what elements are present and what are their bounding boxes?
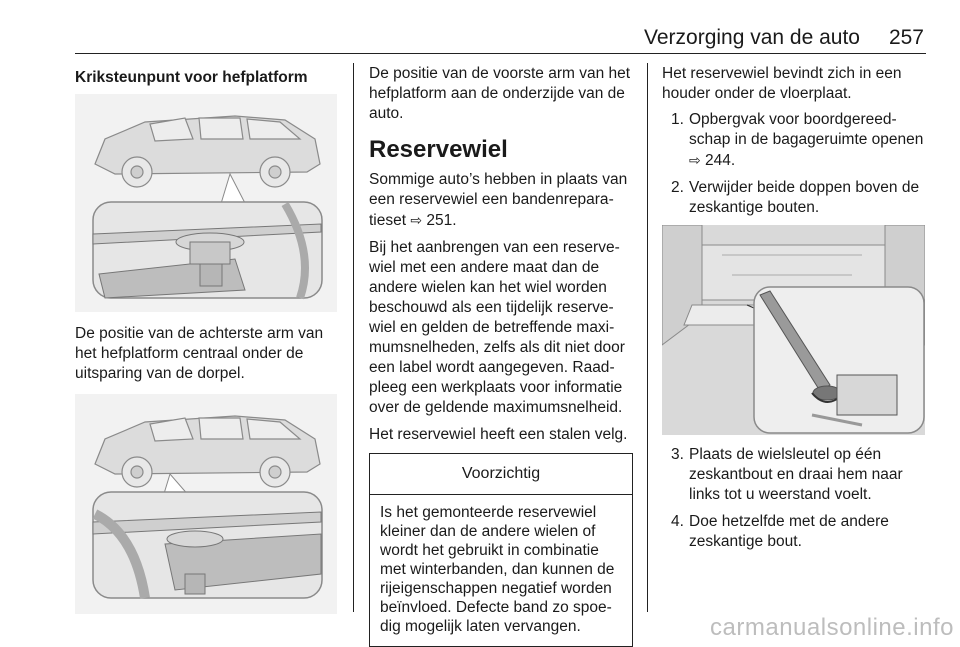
column-divider-2 — [647, 63, 648, 612]
steel-rim-paragraph: Het reservewiel heeft een stalen velg. — [369, 426, 628, 443]
caution-body: Is het gemonteerde reservewiel kleiner dan de andere wielen of wordt het gebruikt in combinatie met winterbanden, dan kunnen de rijeigenschappen negatief worden beïnvloed. Defecte band zo spoedig mogelijk laten vervangen. — [380, 504, 615, 635]
list-item: 1. Opbergvak voor boordgereedschap in de bagageruimte openen ⇨ 244. — [671, 111, 924, 169]
steps-list — [662, 110, 927, 218]
list-item: 4. Doe hetzelfde met de andere zeskantige bout. — [671, 513, 889, 550]
column-middle — [369, 64, 633, 647]
page-number: 257 — [888, 26, 924, 49]
column-divider-1 — [353, 63, 354, 612]
spare-location-text: Het reservewiel bevindt zich in een houder onder de vloerplaat. — [662, 65, 902, 102]
page-reference-icon: ⇨ — [410, 212, 423, 228]
page-reference: 251. — [426, 212, 457, 229]
page-reference-icon: ⇨ — [689, 152, 701, 168]
spare-wheel-heading: Reservewiel — [369, 136, 508, 163]
column-right — [662, 64, 927, 559]
page-reference: 244. — [705, 152, 736, 169]
steps-list-continued — [662, 445, 927, 552]
watermark: carmanualsonline.info — [710, 614, 954, 641]
repair-kit-paragraph: Sommige auto’s hebben in plaats van een reservewiel een bandenreparatieset ⇨ 251. — [369, 171, 628, 229]
page-header — [75, 22, 926, 52]
front-arm-text: De positie van de voorste arm van het hefplatform aan de onderzijde van de auto. — [369, 65, 631, 122]
spare-size-paragraph: Bij het aanbrengen van een reservewiel met een andere maat dan de andere wielen kan het wiel worden beschouwd als een tijdelijk reservewiel en gelden de betreffende maximumsnelheden, zelfs als dit niet door een label wordt aangegeven. Raadpleeg een werkplaats voor informatie over de geldende maximumsnelheid. — [369, 239, 625, 416]
rear-lift-point-illustration — [75, 394, 337, 614]
front-lift-point-illustration — [75, 94, 337, 312]
column-left — [75, 64, 340, 614]
lift-point-heading: Kriksteunpunt voor hefplatform — [75, 69, 308, 86]
list-item: 2. Verwijder beide doppen boven de zeskantige bouten. — [671, 179, 920, 216]
rear-arm-caption: De positie van de achterste arm van het hefplatform centraal onder de uitsparing van de dorpel. — [75, 325, 324, 382]
section-title: Verzorging van de auto — [644, 26, 860, 49]
caution-title: Voorzichtig — [370, 454, 632, 495]
list-item: 3. Plaats de wielsleutel op één zeskantbout en draai hem naar links tot u weerstand voelt. — [671, 446, 903, 503]
caution-box — [369, 453, 633, 647]
cargo-floor-illustration — [662, 225, 925, 435]
header-rule — [75, 53, 926, 54]
